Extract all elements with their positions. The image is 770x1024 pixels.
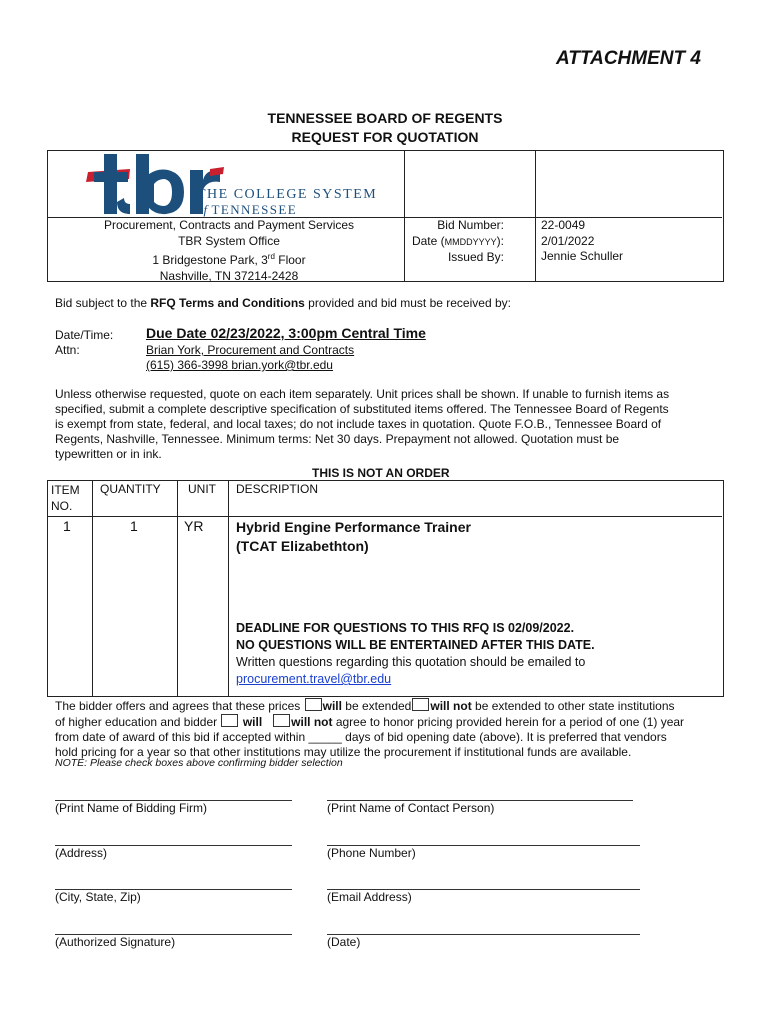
date-line[interactable] xyxy=(327,934,640,935)
offer-paragraph xyxy=(55,698,684,760)
office-line3-post: Floor xyxy=(274,253,306,267)
offer-text: of higher education and bidder xyxy=(55,715,221,729)
offer-text: agree to honor pricing provided herein for a period of one (1) year xyxy=(332,715,685,729)
procurement-email-link[interactable]: procurement.travel@tbr.edu xyxy=(236,672,392,686)
items-table-divider xyxy=(47,516,722,517)
office-line3-text: 1 Bridgestone Park, 3 xyxy=(152,253,268,267)
firm-name-label: (Print Name of Bidding Firm) xyxy=(55,801,208,815)
col-quantity-header: QUANTITY xyxy=(100,482,161,496)
items-table-divider xyxy=(92,480,93,696)
bid-number-label: Bid Number: xyxy=(437,218,504,232)
bid-date-label-pre: Date ( xyxy=(411,233,445,248)
instructions-line: Regents, Nashville, Tennessee. Minimum terms: Net 30 days. Prepayment not allowed. Quotation must be xyxy=(55,432,620,446)
signature-label: (Authorized Signature) xyxy=(55,935,176,949)
contact-name-label: (Print Name of Contact Person) xyxy=(327,801,495,815)
instructions-line: is exempt from state, federal, and local taxes; do not include taxes in quotation. Quote F.O.B., Tennessee Board of xyxy=(55,417,662,431)
document-title: REQUEST FOR QUOTATION xyxy=(291,129,479,145)
office-line2: TBR System Office xyxy=(178,233,280,248)
email-label: (Email Address) xyxy=(327,890,412,904)
row-quantity: 1 xyxy=(130,518,138,534)
extend-will-not-checkbox[interactable] xyxy=(412,698,429,711)
offer-line2 xyxy=(55,714,684,730)
instructions-line: specified, submit a complete descriptive specification of substituted items offered. The Tennessee Board of Regents xyxy=(55,402,669,416)
datetime-label: Date/Time: xyxy=(55,328,114,342)
office-line3 xyxy=(56,249,402,269)
bid-date-label-post: ): xyxy=(496,233,504,248)
instructions-line: Unless otherwise requested, quote on each item separately. Unit prices shall be shown. If unable to furnish items as xyxy=(55,387,670,401)
office-address xyxy=(56,218,402,284)
terms-line xyxy=(55,296,511,311)
row-description-title xyxy=(236,518,471,556)
bid-date-value: 2/01/2022 xyxy=(541,233,595,248)
instructions xyxy=(55,387,669,462)
due-datetime: Due Date 02/23/2022, 3:00pm Central Time xyxy=(146,325,426,341)
offer-line4: hold pricing for a year so that other institutions may utilize the procurement if institutional funds are available. xyxy=(55,745,632,759)
deadline-line2: NO QUESTIONS WILL BE ENTERTAINED AFTER THIS DATE. xyxy=(236,638,595,652)
attn-label: Attn: xyxy=(55,343,80,357)
item-title: Hybrid Engine Performance Trainer xyxy=(236,519,471,535)
honor-will-not-label: will not xyxy=(291,715,333,729)
not-an-order: THIS IS NOT AN ORDER xyxy=(312,466,450,480)
items-table-divider xyxy=(177,480,178,696)
terms-post: provided and bid must be received by: xyxy=(304,296,511,310)
bid-labels xyxy=(404,218,504,266)
bid-date-label xyxy=(404,234,504,251)
questions-note: Written questions regarding this quotation should be emailed to xyxy=(236,655,586,669)
office-line4: Nashville, TN 37214-2428 xyxy=(159,268,299,283)
terms-pre: Bid subject to the xyxy=(55,296,151,310)
items-table-divider xyxy=(228,480,229,696)
col-unit-header: UNIT xyxy=(188,482,216,496)
item-subtitle: (TCAT Elizabethton) xyxy=(236,538,369,554)
offer-line3: from date of award of this bid if accepted within _____ days of bid opening date (above). It is preferred that vendors xyxy=(55,730,667,744)
city-state-zip-label: (City, State, Zip) xyxy=(55,890,141,904)
attachment-label: ATTACHMENT 4 xyxy=(556,48,701,69)
col-description-header: DESCRIPTION xyxy=(236,482,319,496)
row-unit: YR xyxy=(184,518,204,534)
header-table-divider xyxy=(535,150,536,281)
bid-issued-value: Jennie Schuller xyxy=(541,249,624,263)
checkbox-note: NOTE: Please check boxes above confirming bidder selection xyxy=(55,757,343,769)
col-item-header-1: ITEM xyxy=(51,483,80,497)
offer-line1 xyxy=(55,698,684,714)
offer-text: be extended to other state institutions xyxy=(471,699,675,713)
col-item-header-2: NO. xyxy=(51,499,73,513)
bid-values xyxy=(541,218,623,265)
office-line1: Procurement, Contracts and Payment Services xyxy=(103,218,355,232)
org-title: TENNESSEE BOARD OF REGENTS xyxy=(267,110,503,126)
honor-will-checkbox[interactable] xyxy=(221,714,238,727)
offer-text: be extended xyxy=(341,699,412,713)
logo-text-line1: THE COLLEGE SYSTEM xyxy=(197,187,378,202)
offer-text: The bidder offers and agrees that these prices xyxy=(55,699,304,713)
logo-text-of: of xyxy=(197,202,208,217)
logo-text-tennessee: TENNESSEE xyxy=(211,202,298,217)
honor-will-label: will xyxy=(242,715,263,729)
attn-contact[interactable]: (615) 366-3998 brian.york@tbr.edu xyxy=(146,358,333,372)
bid-issued-label: Issued By: xyxy=(447,250,504,264)
extend-will-not-label: will not xyxy=(430,699,472,713)
address-label: (Address) xyxy=(55,846,108,860)
office-line3-sup: rd xyxy=(267,252,275,261)
bid-number-value: 22-0049 xyxy=(541,218,586,232)
logo-text-line2 xyxy=(197,202,297,218)
extend-will-checkbox[interactable] xyxy=(305,698,322,711)
instructions-line: typewritten or in ink. xyxy=(55,447,162,461)
row-description-deadline xyxy=(236,620,595,688)
date-label: (Date) xyxy=(327,935,361,949)
deadline-line1: DEADLINE FOR QUESTIONS TO THIS RFQ IS 02/09/2022. xyxy=(236,621,575,635)
honor-will-not-checkbox[interactable] xyxy=(273,714,290,727)
terms-link: RFQ Terms and Conditions xyxy=(150,296,305,310)
attn-name: Brian York, Procurement and Contracts xyxy=(146,343,355,357)
extend-will-label: will xyxy=(322,699,342,713)
phone-label: (Phone Number) xyxy=(327,846,416,860)
col-item-header xyxy=(51,482,80,514)
row-item-no: 1 xyxy=(63,518,71,534)
bid-date-format: MMDDYYYY xyxy=(444,236,497,247)
